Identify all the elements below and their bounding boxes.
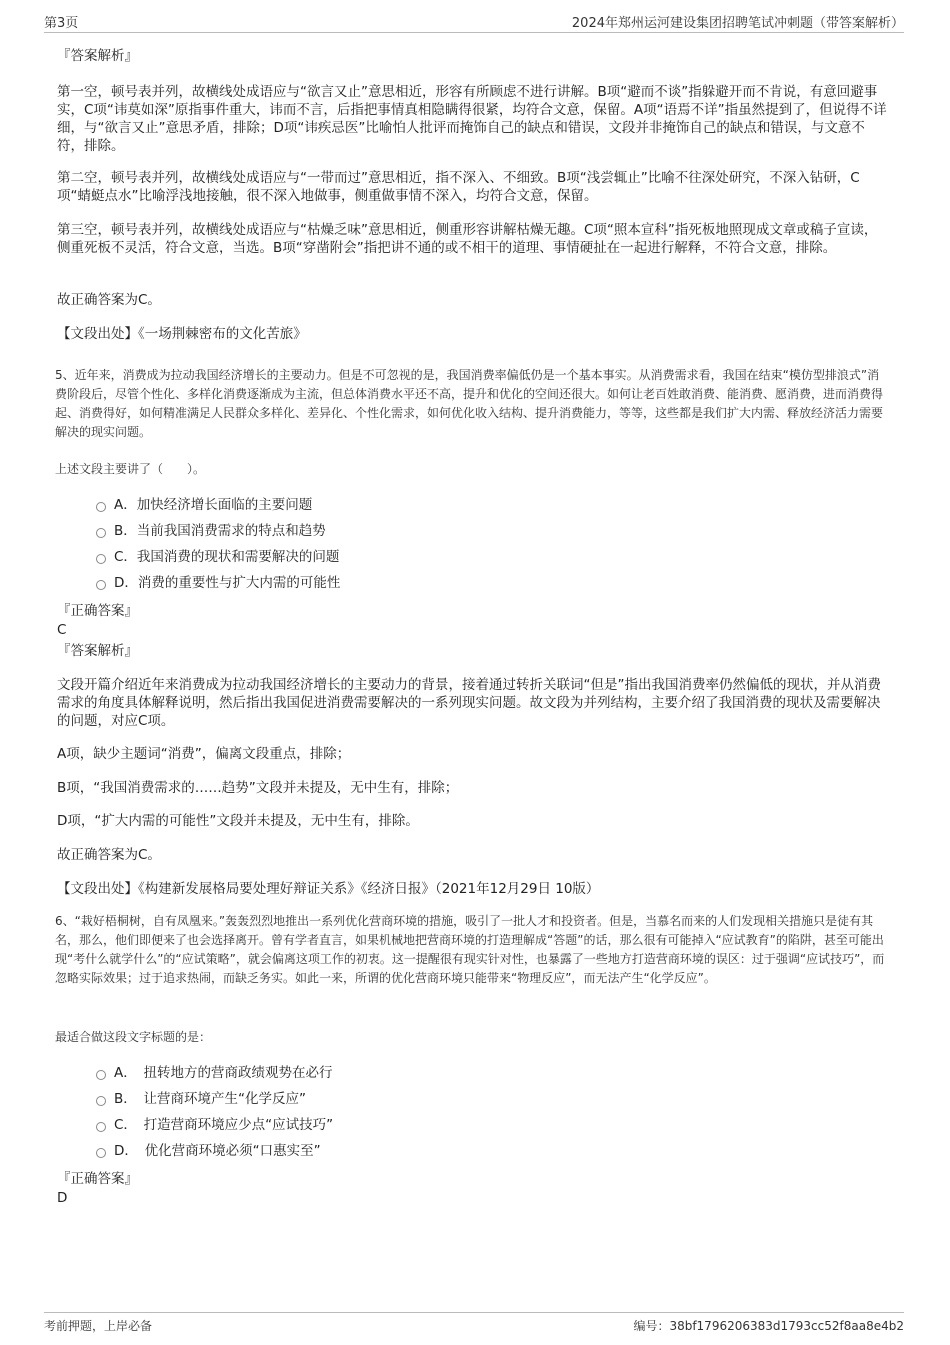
q6-answer: D xyxy=(57,1190,68,1206)
q5-analysis-a: A项，缺少主题词“消费”，偏离文段重点，排除； xyxy=(57,746,351,762)
page-number: 第3页 xyxy=(44,16,79,31)
q5-analysis-label: 『答案解析』 xyxy=(57,643,138,659)
radio-icon[interactable] xyxy=(96,528,106,538)
footer-slogan: 考前押题，上岸必备 xyxy=(44,1319,153,1333)
radio-icon[interactable] xyxy=(96,580,106,590)
q6-option-a[interactable]: A． 扭转地方的营商政绩观势在必行 xyxy=(96,1064,333,1082)
q5-analysis-d: D项，“扩大内需的可能性”文段并未提及，无中生有，排除。 xyxy=(57,813,419,829)
q5-conclusion: 故正确答案为C。 xyxy=(57,847,161,863)
document-code: 编号：38bf1796206383d1793cc52f8aa8e4b2 xyxy=(633,1319,904,1333)
q6-option-d[interactable]: D． 优化营商环境必须“口惠实至” xyxy=(96,1142,321,1160)
q4-analysis-para-3: 第三空，顿号表并列，故横线处成语应与“枯燥乏味”意思相近，侧重形容讲解枯燥无趣。C项“照本宣科”指死板地照现成文章或稿子宣读，侧重死板不灵活，符合文意，当选。B项“穿凿附会”指把讲不通的或不相干的道理、事情硬扯在一起进行解释，不符合文意，排除。 xyxy=(57,222,878,256)
q6-option-c[interactable]: C． 打造营商环境应少点“应试技巧” xyxy=(96,1116,333,1134)
page-header xyxy=(44,12,904,33)
radio-icon[interactable] xyxy=(96,1122,106,1132)
q6-option-b[interactable]: B． 让营商环境产生“化学反应” xyxy=(96,1090,306,1108)
q5-analysis-b: B项，“我国消费需求的……趋势”文段并未提及，无中生有，排除； xyxy=(57,780,459,796)
q6-prompt: 最适合做这段文字标题的是： xyxy=(55,1030,212,1044)
q5-answer-label: 『正确答案』 xyxy=(57,603,138,619)
page-footer xyxy=(44,1312,904,1335)
q4-analysis-para-1: 第一空，顿号表并列，故横线处成语应与“欲言又止”意思相近，形容有所顾虑不进行讲解。B项“避而不谈”指躲避开而不肯说，有意回避事实，C项“讳莫如深”原指事件重大，讳而不言，后指把事情真相隐瞒得很紧，均符合文意，保留。A项“语焉不详”指虽然提到了，但说得不详细，与“欲言又止”意思矛盾，排除；D项“讳疾忌医”比喻怕人批评而掩饰自己的缺点和错误，文段并非掩饰自己的缺点和错误，与文意不符，排除。 xyxy=(57,84,887,154)
q5-prompt: 上述文段主要讲了（ ）。 xyxy=(55,462,206,476)
q5-stem: 5、近年来，消费成为拉动我国经济增长的主要动力。但是不可忽视的是，我国消费率偏低仍是一个基本事实。从消费需求看，我国在结束“模仿型排浪式”消费阶段后，尽管个性化、多样化消费逐渐成为主流，但总体消费水平还不高，提升和优化的空间还很大。如何让老百姓敢消费、能消费、愿消费，进而消费得起、消费得好，如何精准满足人民群众多样化、差异化、个性化需求，如何优化收入结构、提升消费能力，等等，这些都是我们扩大内需、释放经济活力需要解决的现实问题。 xyxy=(55,368,884,439)
q5-option-b[interactable]: B．当前我国消费需求的特点和趋势 xyxy=(96,522,326,540)
q4-source: 【文段出处】《一场荆棘密布的文化苦旅》 xyxy=(57,326,307,342)
radio-icon[interactable] xyxy=(96,502,106,512)
q5-option-a[interactable]: A．加快经济增长面临的主要问题 xyxy=(96,496,312,514)
q6-answer-label: 『正确答案』 xyxy=(57,1171,138,1187)
radio-icon[interactable] xyxy=(96,1070,106,1080)
q5-analysis-para-1: 文段开篇介绍近年来消费成为拉动我国经济增长的主要动力的背景，接着通过转折关联词“但是”指出我国消费率仍然偏低的现状，并从消费需求的角度具体解释说明，然后指出我国促进消费需要解决的一系列现实问题。故文段为并列结构，主要介绍了我国消费的现状及需要解决的问题，对应C项。 xyxy=(57,677,881,729)
q4-analysis-para-2: 第二空，顿号表并列，故横线处成语应与“一带而过”意思相近，指不深入、不细致。B项“浅尝辄止”比喻不往深处研究，不深入钻研，C项“蜻蜓点水”比喻浮浅地接触，很不深入地做事，侧重做事情不深入，均符合文意，保留。 xyxy=(57,170,860,204)
q5-source: 【文段出处】《构建新发展格局要处理好辩证关系》《经济日报》（2021年12月29日 10版） xyxy=(57,881,600,897)
document-title: 2024年郑州运河建设集团招聘笔试冲刺题（带答案解析） xyxy=(571,16,904,31)
q4-conclusion: 故正确答案为C。 xyxy=(57,292,161,308)
q6-stem: 6、“栽好梧桐树，自有凤凰来。”轰轰烈烈地推出一系列优化营商环境的措施，吸引了一批人才和投资者。但是，当慕名而来的人们发现相关措施只是徒有其名，那么，他们即便来了也会选择离开。曾有学者直言，如果机械地把营商环境的打造理解成“答题”的话，那么很有可能掉入“应试教育”的陷阱，甚至可能出现“考什么就学什么”的“应试策略”，就会偏离这项工作的初衷。这一提醒很有现实针对性，也暴露了一些地方打造营商环境的误区：过于强调“应试技巧”，而忽略实际效果；过于追求热闹，而缺乏务实。如此一来，所谓的优化营商环境只能带来“物理反应”，而无法产生“化学反应”。 xyxy=(55,914,885,985)
radio-icon[interactable] xyxy=(96,554,106,564)
q4-analysis-label: 『答案解析』 xyxy=(57,48,138,64)
q5-option-c[interactable]: C．我国消费的现状和需要解决的问题 xyxy=(96,548,339,566)
radio-icon[interactable] xyxy=(96,1096,106,1106)
radio-icon[interactable] xyxy=(96,1148,106,1158)
q5-option-d[interactable]: D．消费的重要性与扩大内需的可能性 xyxy=(96,574,340,592)
q5-answer: C xyxy=(57,622,67,638)
